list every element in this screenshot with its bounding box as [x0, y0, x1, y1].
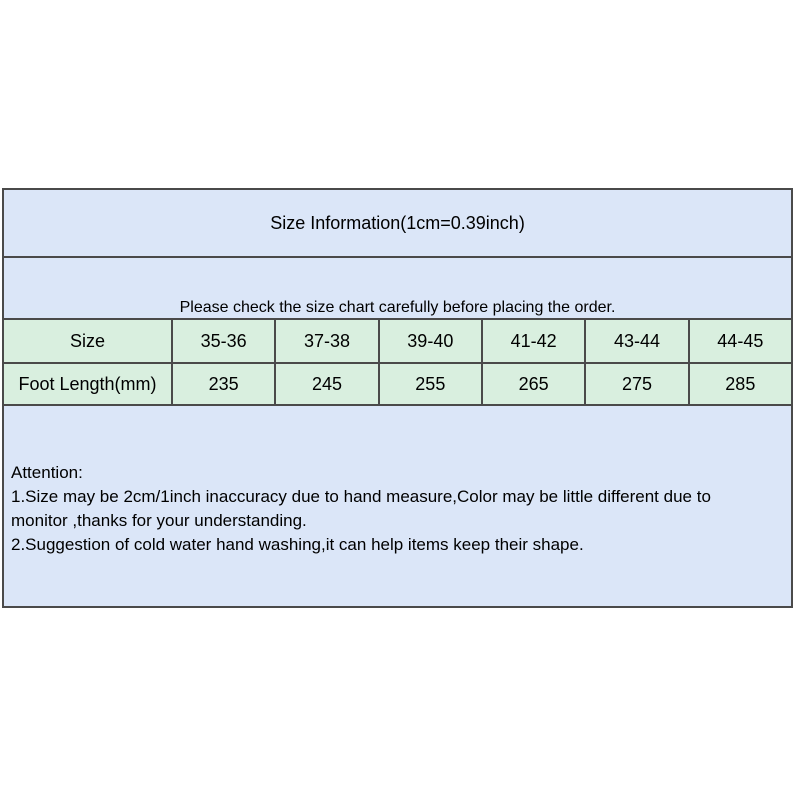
size-row-label-cell: Size: [69, 330, 105, 351]
attention-line: monitor ,thanks for your understanding.: [11, 511, 307, 530]
size-cell: 41-42: [481, 320, 584, 362]
subtitle-text: Please check the size chart carefully before placing the order.: [179, 299, 616, 316]
page-title: Size Information(1cm=0.39inch): [270, 212, 525, 233]
size-cell: 43-44: [584, 320, 687, 362]
attention-line: 1.Size may be 2cm/1inch inaccuracy due to hand measure,Color may be little different due to: [11, 487, 711, 506]
attention-section: [4, 404, 791, 606]
foot-length-cell: 285: [688, 362, 791, 404]
size-cell: 44-45: [688, 320, 791, 362]
size-table: [4, 318, 791, 404]
foot-length-cell: 255: [378, 362, 481, 404]
foot-length-label-cell: Foot Length(mm): [4, 362, 171, 404]
subtitle-section: [4, 256, 791, 318]
attention-heading: Attention:: [11, 463, 83, 482]
attention-line: 2.Suggestion of cold water hand washing,it can help items keep their shape.: [11, 535, 584, 554]
title-section: [4, 190, 791, 256]
foot-length-cell: 265: [481, 362, 584, 404]
foot-length-cell: 245: [274, 362, 377, 404]
foot-length-cell: 235: [171, 362, 274, 404]
size-cell: 39-40: [378, 320, 481, 362]
size-cell: 35-36: [171, 320, 274, 362]
size-cell: 37-38: [274, 320, 377, 362]
size-info-panel: [2, 188, 793, 608]
foot-length-cell: 275: [584, 362, 687, 404]
